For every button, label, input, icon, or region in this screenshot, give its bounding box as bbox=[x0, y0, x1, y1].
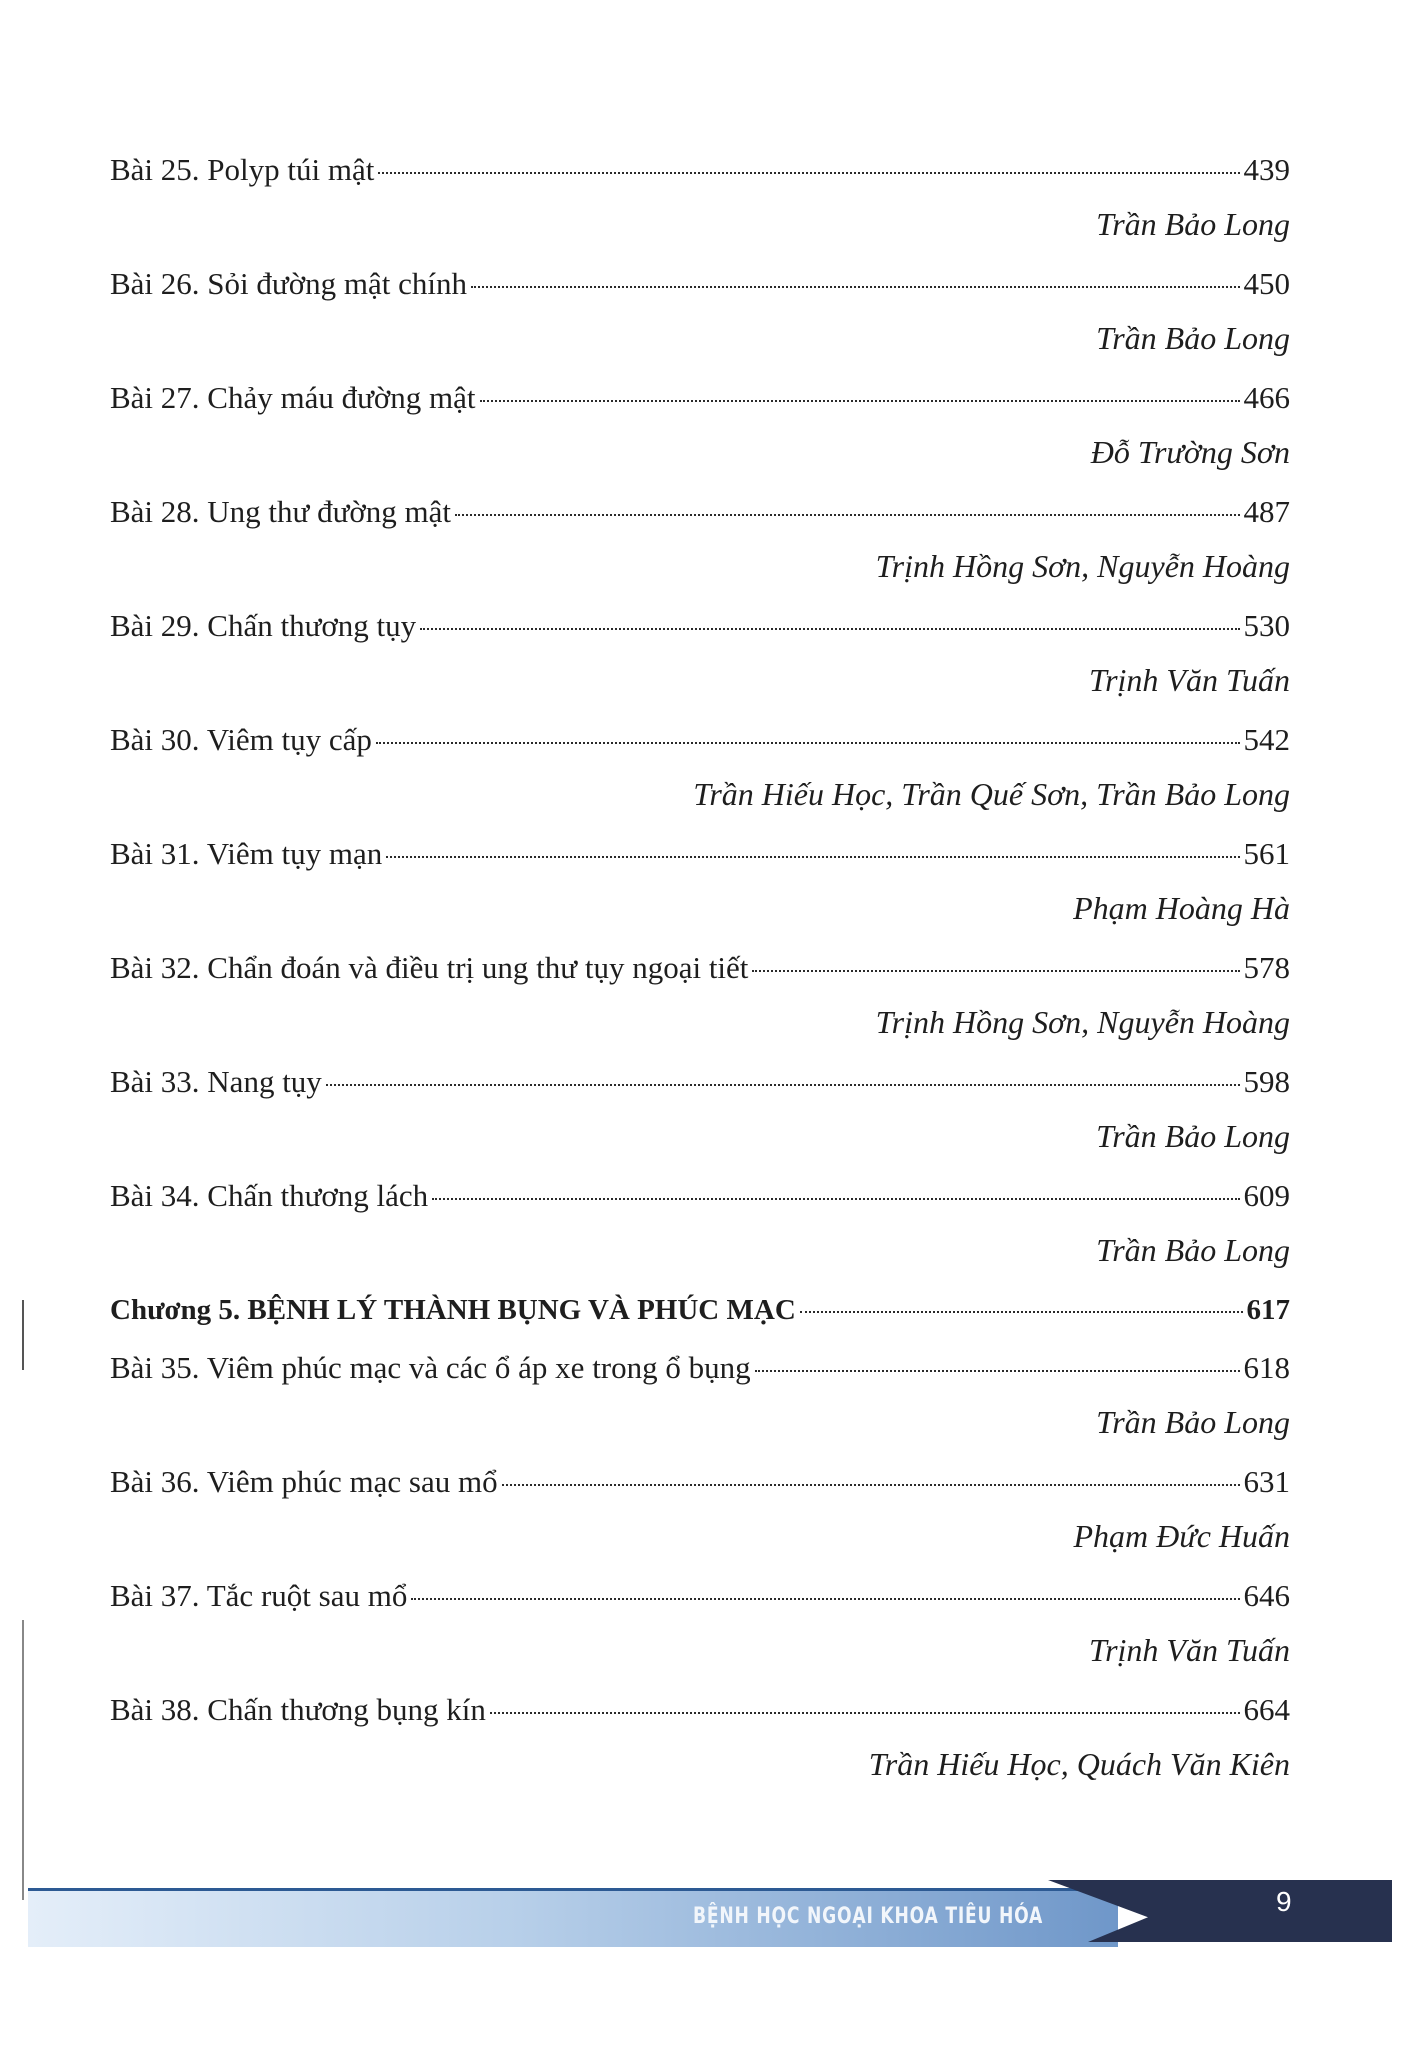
toc-entry[interactable] bbox=[110, 606, 1290, 646]
toc-entry-title: Bài 32. Chẩn đoán và điều trị ung thư tụy ngoại tiết bbox=[110, 950, 749, 985]
dot-leader bbox=[326, 1084, 1240, 1086]
dot-leader bbox=[411, 1598, 1239, 1600]
toc-entry-page: 598 bbox=[1243, 1064, 1290, 1099]
toc-entry-author: Trần Bảo Long bbox=[1096, 1404, 1290, 1440]
toc-entry-title: Bài 38. Chấn thương bụng kín bbox=[110, 1692, 486, 1727]
toc-entry[interactable] bbox=[110, 150, 1290, 190]
dot-leader bbox=[420, 628, 1239, 630]
toc-entry-author: Trần Hiếu Học, Trần Quế Sơn, Trần Bảo Long bbox=[693, 776, 1290, 812]
scan-edge-mark bbox=[22, 1620, 24, 1900]
toc-entry-author: Trần Hiếu Học, Quách Văn Kiên bbox=[868, 1746, 1290, 1782]
toc-entry-page: 561 bbox=[1243, 836, 1290, 871]
toc-entry-page: 439 bbox=[1243, 152, 1290, 187]
toc-entry[interactable] bbox=[110, 834, 1290, 874]
toc-entry[interactable] bbox=[110, 1462, 1290, 1502]
dot-leader bbox=[502, 1484, 1240, 1486]
toc-entry[interactable] bbox=[110, 1176, 1290, 1216]
dot-leader bbox=[480, 400, 1240, 402]
dot-leader bbox=[752, 970, 1239, 972]
toc-entry-page: 631 bbox=[1243, 1464, 1290, 1499]
dot-leader bbox=[378, 172, 1239, 174]
toc-entry-author: Phạm Hoàng Hà bbox=[1073, 890, 1290, 926]
toc-entry-page: 466 bbox=[1243, 380, 1290, 415]
toc-entry[interactable] bbox=[110, 1690, 1290, 1730]
toc-entry-title: Bài 34. Chấn thương lách bbox=[110, 1178, 429, 1213]
dot-leader bbox=[800, 1311, 1243, 1313]
toc-entry[interactable] bbox=[110, 1576, 1290, 1616]
toc-entry[interactable] bbox=[110, 948, 1290, 988]
toc-entry-title: Chương 5. BỆNH LÝ THÀNH BỤNG VÀ PHÚC MẠC bbox=[110, 1294, 796, 1326]
dot-leader bbox=[432, 1198, 1239, 1200]
dot-leader bbox=[376, 742, 1240, 744]
toc-entry-author: Đỗ Trường Sơn bbox=[1090, 434, 1290, 470]
toc-entry-page: 487 bbox=[1243, 494, 1290, 529]
page-footer bbox=[28, 1880, 1392, 1960]
toc-entry-author: Trần Bảo Long bbox=[1096, 1118, 1290, 1154]
toc-entry-page: 542 bbox=[1243, 722, 1290, 757]
toc-entry-page: 530 bbox=[1243, 608, 1290, 643]
toc-entry-title: Bài 27. Chảy máu đường mật bbox=[110, 380, 476, 415]
toc-entry[interactable] bbox=[110, 1348, 1290, 1388]
toc-entry-title: Bài 31. Viêm tụy mạn bbox=[110, 836, 383, 871]
toc-entry-author: Trần Bảo Long bbox=[1096, 320, 1290, 356]
toc-entry-title: Bài 28. Ung thư đường mật bbox=[110, 494, 452, 529]
toc-entry-page: 609 bbox=[1243, 1178, 1290, 1213]
dot-leader bbox=[755, 1370, 1240, 1372]
toc-entry-page: 578 bbox=[1243, 950, 1290, 985]
toc-entry-page: 646 bbox=[1243, 1578, 1290, 1613]
toc-entry-title: Bài 30. Viêm tụy cấp bbox=[110, 722, 372, 757]
toc-entry-title: Bài 33. Nang tụy bbox=[110, 1064, 322, 1099]
scan-edge-mark bbox=[22, 1300, 24, 1370]
toc-entry-author: Trịnh Hồng Sơn, Nguyễn Hoàng bbox=[875, 548, 1290, 584]
dot-leader bbox=[386, 856, 1239, 858]
toc-entry[interactable] bbox=[110, 264, 1290, 304]
toc-entry-title: Bài 35. Viêm phúc mạc và các ổ áp xe trong ổ bụng bbox=[110, 1350, 751, 1385]
toc-entry-title: Bài 36. Viêm phúc mạc sau mổ bbox=[110, 1464, 498, 1499]
toc-entry-author: Trần Bảo Long bbox=[1096, 1232, 1290, 1268]
toc-entry-author: Trịnh Hồng Sơn, Nguyễn Hoàng bbox=[875, 1004, 1290, 1040]
toc-entry[interactable] bbox=[110, 378, 1290, 418]
toc-entry[interactable] bbox=[110, 492, 1290, 532]
toc-entry[interactable] bbox=[110, 720, 1290, 760]
toc-entry-page: 618 bbox=[1243, 1350, 1290, 1385]
toc-entry-author: Trịnh Văn Tuấn bbox=[1089, 1632, 1290, 1668]
footer-page-number: 9 bbox=[1276, 1886, 1292, 1917]
toc-entry-title: Bài 25. Polyp túi mật bbox=[110, 152, 375, 187]
toc-entry-title: Bài 26. Sỏi đường mật chính bbox=[110, 266, 467, 301]
toc-entry-page: 617 bbox=[1246, 1294, 1290, 1326]
toc-chapter-entry[interactable] bbox=[110, 1290, 1290, 1330]
dot-leader bbox=[471, 286, 1240, 288]
toc-entry-author: Phạm Đức Huấn bbox=[1073, 1518, 1290, 1554]
dot-leader bbox=[490, 1712, 1240, 1714]
toc-entry-title: Bài 37. Tắc ruột sau mổ bbox=[110, 1578, 408, 1613]
toc-entry-author: Trần Bảo Long bbox=[1096, 206, 1290, 242]
toc-entry[interactable] bbox=[110, 1062, 1290, 1102]
dot-leader bbox=[455, 514, 1239, 516]
toc-entry-page: 664 bbox=[1243, 1692, 1290, 1727]
toc-entry-title: Bài 29. Chấn thương tụy bbox=[110, 608, 417, 643]
toc-entry-author: Trịnh Văn Tuấn bbox=[1089, 662, 1290, 698]
footer-book-title: BỆNH HỌC NGOẠI KHOA TIÊU HÓA bbox=[693, 1904, 1044, 1929]
toc-entry-page: 450 bbox=[1243, 266, 1290, 301]
